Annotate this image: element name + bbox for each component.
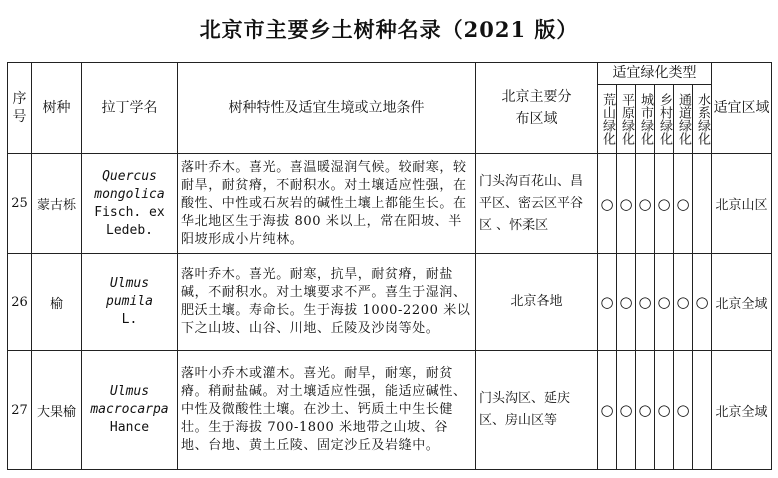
row-mark: ○ — [655, 351, 674, 470]
header-greening-col: 通道绿化 — [674, 85, 693, 154]
row-mark: ○ — [617, 351, 636, 470]
row-mark: ○ — [598, 154, 617, 254]
row-mark: ○ — [598, 351, 617, 470]
row-mark — [693, 351, 712, 470]
row-mark: ○ — [636, 154, 655, 254]
header-greening-col: 荒山绿化 — [598, 85, 617, 154]
row-latin: Ulmus macrocarpa Hance — [82, 351, 178, 470]
row-traits: 落叶乔木。喜光。喜温暖湿润气候。较耐寒，较耐旱，耐贫瘠，不耐积水。对土壤适应性强，在酸性、中性或石灰岩的碱性土壤上都能生长。在华北地区生于海拔 800 米以上，常在阳坡、半阳坡形成小片纯林。 — [178, 154, 476, 254]
header-no: 序号 — [8, 63, 32, 154]
row-latin: Quercus mongolica Fisch. ex Ledeb. — [82, 154, 178, 254]
row-region: 北京山区 — [712, 154, 772, 254]
row-traits: 落叶乔木。喜光。耐寒，抗旱，耐贫瘠，耐盐碱，不耐积水。对土壤要求不严。喜生于湿润、肥沃土壤。寿命长。生于海拔 1000-2200 米以下之山坡、山谷、川地、丘陵及沙岗等处。 — [178, 254, 476, 351]
page-title: 北京市主要乡土树种名录（2021 版） — [199, 17, 579, 42]
header-distribution: 北京主要分布区域 — [476, 63, 598, 154]
row-region: 北京全域 — [712, 351, 772, 470]
row-no: 26 — [8, 254, 32, 351]
header-species: 树种 — [32, 63, 82, 154]
row-mark: ○ — [674, 254, 693, 351]
header-greening-type: 适宜绿化类型 — [598, 63, 712, 85]
row-distribution: 门头沟百花山、昌平区、密云区平谷区 、怀柔区 — [476, 154, 598, 254]
row-mark: ○ — [674, 351, 693, 470]
table-row — [8, 254, 772, 351]
row-mark: ○ — [674, 154, 693, 254]
header-greening-col: 平原绿化 — [617, 85, 636, 154]
row-mark: ○ — [636, 254, 655, 351]
row-mark: ○ — [598, 254, 617, 351]
row-species: 大果榆 — [32, 351, 82, 470]
row-mark: ○ — [636, 351, 655, 470]
row-mark: ○ — [693, 254, 712, 351]
row-latin: Ulmus pumila L. — [82, 254, 178, 351]
row-distribution: 门头沟区、延庆区、房山区等 — [476, 351, 598, 470]
table-row — [8, 351, 772, 470]
header-greening-col: 城市绿化 — [636, 85, 655, 154]
species-table — [7, 62, 772, 470]
row-mark: ○ — [655, 154, 674, 254]
row-mark — [693, 154, 712, 254]
row-region: 北京全域 — [712, 254, 772, 351]
header-latin: 拉丁学名 — [82, 63, 178, 154]
row-mark: ○ — [617, 254, 636, 351]
header-traits: 树种特性及适宜生境或立地条件 — [178, 63, 476, 154]
row-species: 蒙古栎 — [32, 154, 82, 254]
header-greening-col: 乡村绿化 — [655, 85, 674, 154]
row-no: 27 — [8, 351, 32, 470]
row-no: 25 — [8, 154, 32, 254]
row-distribution: 北京各地 — [476, 254, 598, 351]
table-row — [8, 154, 772, 254]
row-traits: 落叶小乔木或灌木。喜光。耐旱，耐寒，耐贫瘠。稍耐盐碱。对土壤适应性强，能适应碱性、中性及微酸性土壤。在沙土、钙质土中生长健壮。生于海拔 700-1800 米地带之山坡、谷地、台地、黄土丘陵、固定沙丘及岩缝中。 — [178, 351, 476, 470]
header-region: 适宜区域 — [712, 63, 772, 154]
row-mark: ○ — [655, 254, 674, 351]
row-species: 榆 — [32, 254, 82, 351]
header-greening-col: 水系绿化 — [693, 85, 712, 154]
row-mark: ○ — [617, 154, 636, 254]
